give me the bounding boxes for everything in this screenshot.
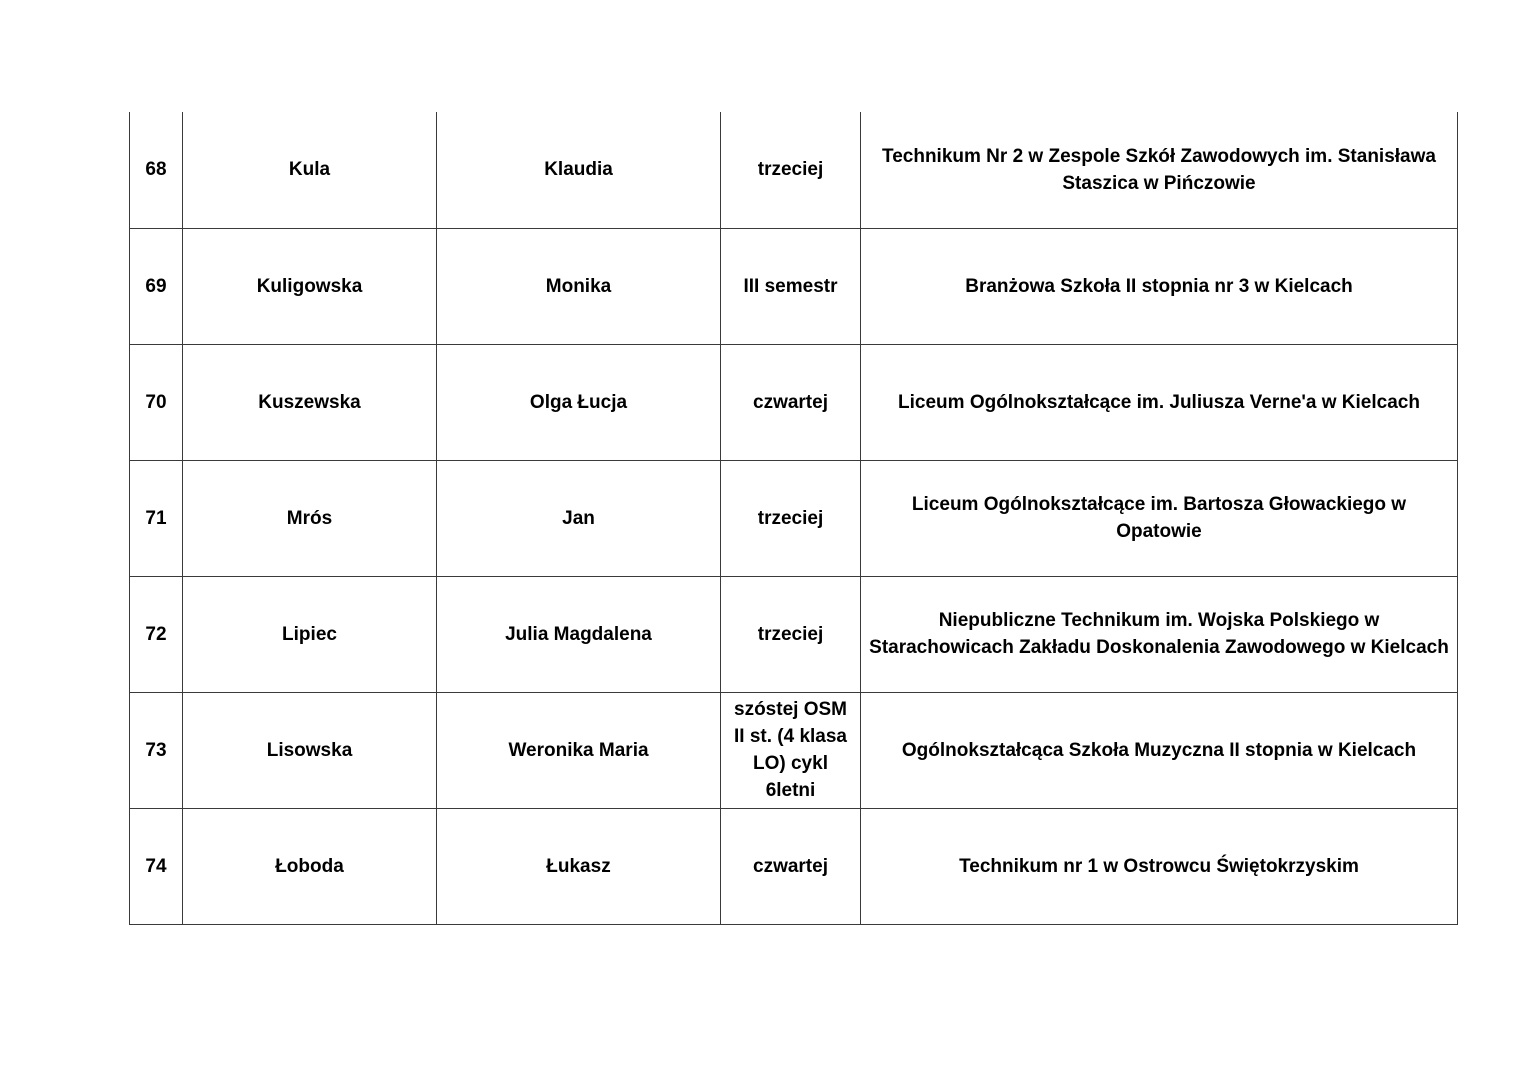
row-number: 72 xyxy=(130,576,183,692)
school-cell: Ogólnokształcąca Szkoła Muzyczna II stopnia w Kielcach xyxy=(861,692,1458,808)
class-cell: czwartej xyxy=(721,808,861,924)
surname-cell: Łoboda xyxy=(183,808,437,924)
row-number: 70 xyxy=(130,344,183,460)
table-row xyxy=(130,576,1458,692)
school-cell: Branżowa Szkoła II stopnia nr 3 w Kielcach xyxy=(861,228,1458,344)
school-cell: Liceum Ogólnokształcące im. Juliusza Verne'a w Kielcach xyxy=(861,344,1458,460)
table-row xyxy=(130,808,1458,924)
first-name-cell: Weronika Maria xyxy=(437,692,721,808)
first-name-cell: Olga Łucja xyxy=(437,344,721,460)
class-cell: trzeciej xyxy=(721,112,861,228)
row-number: 73 xyxy=(130,692,183,808)
first-name-cell: Jan xyxy=(437,460,721,576)
first-name-cell: Łukasz xyxy=(437,808,721,924)
school-cell: Technikum nr 1 w Ostrowcu Świętokrzyskim xyxy=(861,808,1458,924)
class-cell: szóstej OSM II st. (4 klasa LO) cykl 6letni xyxy=(721,692,861,808)
row-number: 68 xyxy=(130,112,183,228)
table-row xyxy=(130,460,1458,576)
school-cell: Liceum Ogólnokształcące im. Bartosza Głowackiego w Opatowie xyxy=(861,460,1458,576)
surname-cell: Kula xyxy=(183,112,437,228)
class-cell: czwartej xyxy=(721,344,861,460)
table-row xyxy=(130,228,1458,344)
surname-cell: Kuligowska xyxy=(183,228,437,344)
surname-cell: Lipiec xyxy=(183,576,437,692)
class-cell: trzeciej xyxy=(721,460,861,576)
surname-cell: Kuszewska xyxy=(183,344,437,460)
class-cell: III semestr xyxy=(721,228,861,344)
class-cell: trzeciej xyxy=(721,576,861,692)
first-name-cell: Julia Magdalena xyxy=(437,576,721,692)
first-name-cell: Klaudia xyxy=(437,112,721,228)
row-number: 71 xyxy=(130,460,183,576)
surname-cell: Mrós xyxy=(183,460,437,576)
table-row xyxy=(130,112,1458,228)
school-cell: Technikum Nr 2 w Zespole Szkół Zawodowych im. Stanisława Staszica w Pińczowie xyxy=(861,112,1458,228)
surname-cell: Lisowska xyxy=(183,692,437,808)
school-cell: Niepubliczne Technikum im. Wojska Polskiego w Starachowicach Zakładu Doskonalenia Zawodowego w Kielcach xyxy=(861,576,1458,692)
table-row xyxy=(130,692,1458,808)
students-table xyxy=(129,112,1458,925)
row-number: 69 xyxy=(130,228,183,344)
table-row xyxy=(130,344,1458,460)
first-name-cell: Monika xyxy=(437,228,721,344)
row-number: 74 xyxy=(130,808,183,924)
